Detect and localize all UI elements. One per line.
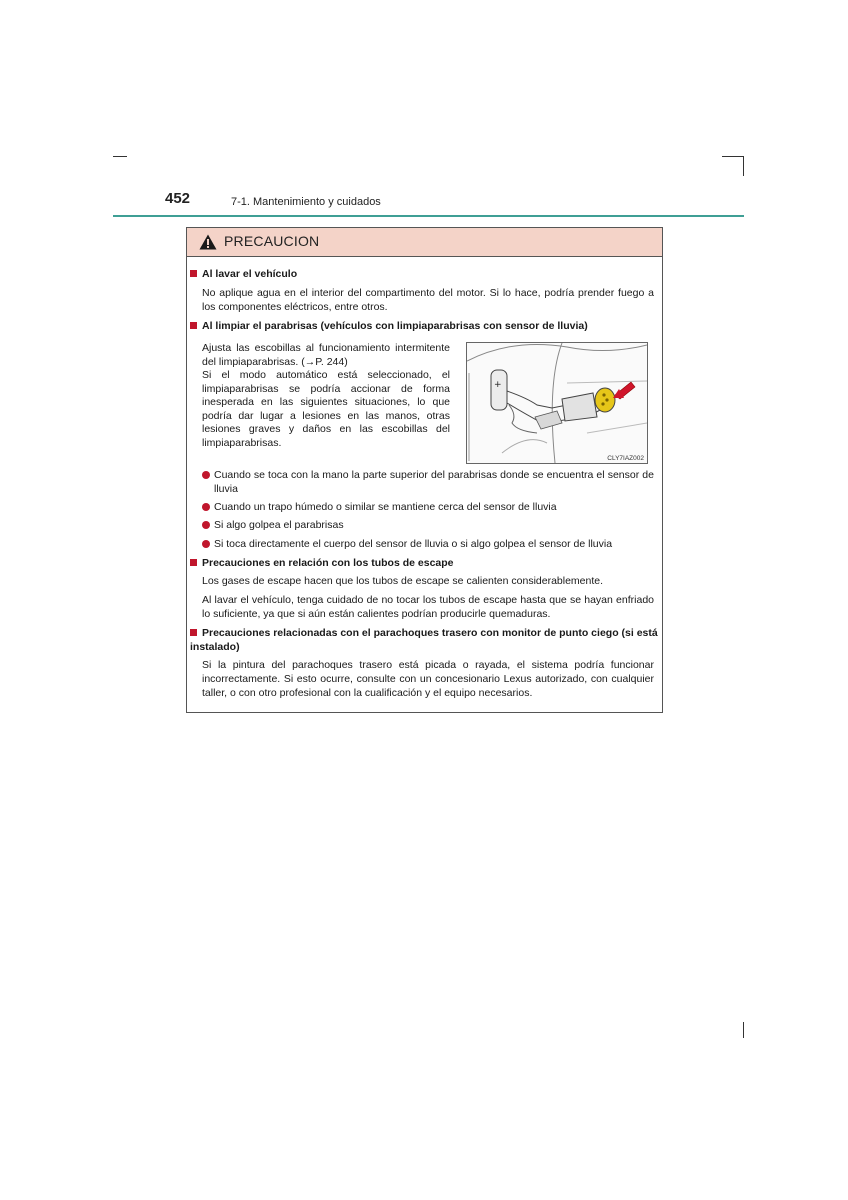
section-heading: Precauciones en relación con los tubos de escape <box>190 556 454 570</box>
bullet-icon <box>202 503 210 511</box>
paragraph: Si el modo automático está seleccionado, el limpiaparabrisas se podría accionar de forma inesperada en las siguientes situaciones, lo que podría dar lugar a lesiones en las manos, otras lesiones graves y daños en las escobillas del limpiaparabrisas. <box>202 369 450 449</box>
rain-sensor-figure <box>466 342 648 464</box>
figure-code: CLY7IAZ002 <box>607 455 644 462</box>
page-number: 452 <box>165 190 191 207</box>
paragraph: Ajusta las escobillas al funcionamiento intermitente del limpiaparabrisas. (→P. 244) <box>202 342 450 368</box>
bullet-icon <box>202 471 210 479</box>
header-rule <box>113 215 744 217</box>
warning-icon <box>199 234 217 250</box>
caution-header <box>187 228 662 257</box>
paragraph: No aplique agua en el interior del compartimento del motor. Si lo hace, podría prender fuego a los componentes eléctricos, entre otros. <box>202 287 654 313</box>
section-title: 7-1. Mantenimiento y cuidados <box>231 196 381 208</box>
bullet-icon <box>202 521 210 529</box>
square-bullet-icon <box>190 559 197 566</box>
crop-mark <box>743 1022 744 1038</box>
crop-mark <box>743 156 744 176</box>
square-bullet-icon <box>190 322 197 329</box>
paragraph: Si la pintura del parachoques trasero está picada o rayada, el sistema podría funcionar incorrectamente. Si esto ocurre, consulte con un concesionario Lexus autorizado, con cualquier taller, o con otro profesional con la cualificación y el equipo necesarios. <box>202 659 654 699</box>
paragraph: Los gases de escape hacen que los tubos de escape se calienten considerablemente. <box>202 575 604 587</box>
square-bullet-icon <box>190 270 197 277</box>
section-heading: Al lavar el vehículo <box>190 267 297 281</box>
section-heading: Precauciones relacionadas con el parachoques trasero con monitor de punto ciego (si está instalado) <box>190 627 658 653</box>
caution-box <box>186 227 663 713</box>
paragraph: Al lavar el vehículo, tenga cuidado de no tocar los tubos de escape hasta que se hayan enfriado lo suficiente, ya que si aún están calientes podrían producirle quemaduras. <box>202 594 654 620</box>
crop-mark <box>722 156 744 157</box>
bullet-icon <box>202 540 210 548</box>
list-item: Si toca directamente el cuerpo del sensor de lluvia o si algo golpea el sensor de lluvia <box>202 537 654 551</box>
list-item: Si algo golpea el parabrisas <box>202 518 654 532</box>
section-heading: Al limpiar el parabrisas (vehículos con limpiaparabrisas con sensor de lluvia) <box>190 319 588 333</box>
svg-text:+: + <box>494 380 502 390</box>
list-item: Cuando un trapo húmedo o similar se mantiene cerca del sensor de lluvia <box>202 500 654 514</box>
list-item: Cuando se toca con la mano la parte superior del parabrisas donde se encuentra el sensor de lluvia <box>202 468 654 496</box>
caution-title: PRECAUCION <box>224 233 320 249</box>
crop-mark <box>113 156 127 157</box>
square-bullet-icon <box>190 629 197 636</box>
wiper-lever-illustration <box>467 343 647 463</box>
